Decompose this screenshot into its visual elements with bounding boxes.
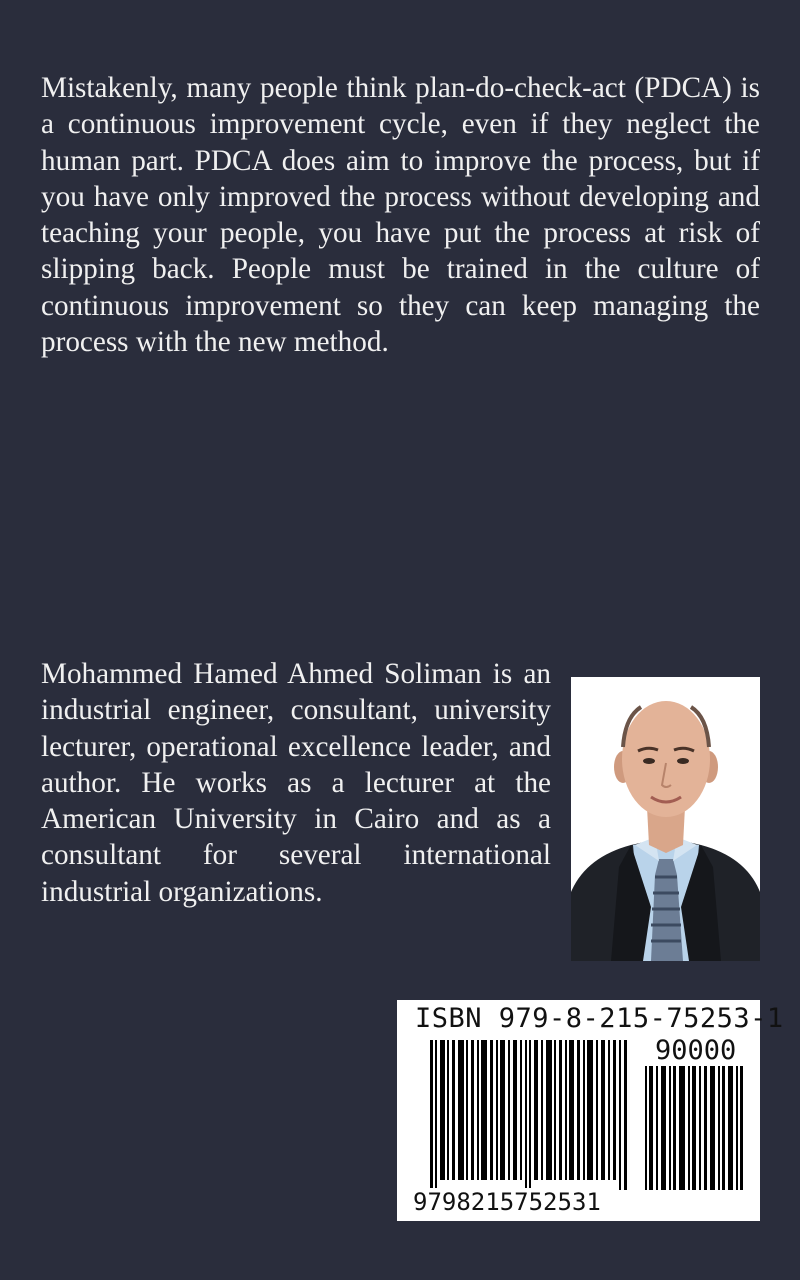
barcode-bars bbox=[430, 1040, 630, 1190]
price-code: 90000 bbox=[655, 1035, 737, 1066]
author-bio: Mohammed Hamed Ahmed Soliman is an industrial engineer, consultant, university lecturer, operational excellence leader, and author. He works as a lecturer at the American University in Cairo and as a consultant for several international industrial organizations. bbox=[41, 658, 551, 908]
isbn-label: ISBN 979-8-215-75253-1 bbox=[415, 1003, 784, 1034]
blurb-text: Mistakenly, many people think plan-do-check-act (PDCA) is a continuous improvement cycle, even if they neglect the human part. PDCA does aim to improve the process, but if you have only improved the process without developing and teaching your people, you have put the process at risk of slipping back. People must be trained in the culture of continuous improvement so they can keep managing the process with the new method. bbox=[41, 72, 760, 359]
isbn-barcode bbox=[397, 1000, 784, 1221]
author-photo bbox=[571, 677, 760, 961]
ean-digits: 9798215752531 bbox=[413, 1188, 601, 1216]
addon-barcode-bars bbox=[645, 1066, 745, 1216]
